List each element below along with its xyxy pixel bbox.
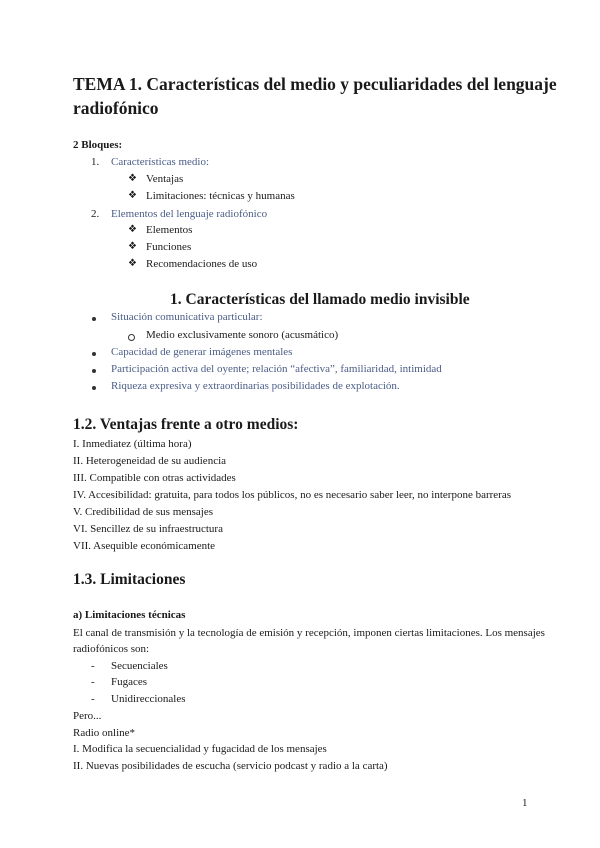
- paragraph-line: El canal de transmisión y la tecnología de emisión y recepción, imponen ciertas limitaciones. Los mensajes: [73, 627, 545, 639]
- advantage-item: VI. Sencillez de su infraestructura: [73, 523, 223, 535]
- section1-sub-bullet: Medio exclusivamente sonoro (acusmático): [146, 329, 339, 341]
- block-sub-item: Elementos: [146, 224, 193, 236]
- section1-bullet: Riqueza expresiva y extraordinarias posibilidades de explotación.: [111, 380, 400, 392]
- section1-bullet: Capacidad de generar imágenes mentales: [111, 346, 293, 358]
- section12-heading: 1.2. Ventajas frente a otro medios:: [73, 416, 299, 433]
- advantage-item: II. Heterogeneidad de su audiencia: [73, 455, 227, 467]
- block-sub-item: Limitaciones: técnicas y humanas: [146, 190, 295, 202]
- block-label: Elementos del lenguaje radiofónico: [111, 208, 268, 220]
- bullet-dot-icon: [92, 352, 96, 356]
- dash-bullet-icon: -: [91, 676, 95, 688]
- advantage-item: VII. Asequible económicamente: [73, 540, 216, 552]
- radio-online-text: Radio online*: [73, 727, 136, 739]
- online-item: II. Nuevas posibilidades de escucha (servicio podcast y radio a la carta): [73, 760, 388, 772]
- advantage-item: I. Inmediatez (última hora): [73, 438, 192, 450]
- message-trait: Unidireccionales: [111, 693, 186, 705]
- message-trait: Secuenciales: [111, 660, 168, 672]
- diamond-bullet-icon: ❖: [128, 173, 137, 184]
- document-title-line2: radiofónico: [73, 98, 159, 118]
- dash-bullet-icon: -: [91, 660, 95, 672]
- diamond-bullet-icon: ❖: [128, 258, 137, 269]
- diamond-bullet-icon: ❖: [128, 241, 137, 252]
- dash-bullet-icon: -: [91, 693, 95, 705]
- diamond-bullet-icon: ❖: [128, 224, 137, 235]
- block-number: 1.: [91, 156, 100, 168]
- blocks-heading: 2 Bloques:: [73, 139, 123, 151]
- circle-bullet-icon: [128, 334, 135, 341]
- section1-heading: 1. Características del llamado medio invisible: [170, 291, 470, 308]
- bullet-dot-icon: [92, 386, 96, 390]
- paragraph-line: radiofónicos son:: [73, 643, 150, 655]
- block-sub-item: Recomendaciones de uso: [146, 258, 258, 270]
- page-number: 1: [522, 797, 528, 809]
- pero-text: Pero...: [73, 710, 102, 722]
- message-trait: Fugaces: [111, 676, 148, 688]
- bullet-dot-icon: [92, 317, 96, 321]
- technical-limits-heading: a) Limitaciones técnicas: [73, 609, 186, 621]
- block-number: 2.: [91, 208, 100, 220]
- advantage-item: III. Compatible con otras actividades: [73, 472, 236, 484]
- document-title-line1: TEMA 1. Características del medio y peculiaridades del lenguaje: [73, 74, 557, 94]
- bullet-dot-icon: [92, 369, 96, 373]
- online-item: I. Modifica la secuencialidad y fugacidad de los mensajes: [73, 743, 327, 755]
- block-sub-item: Ventajas: [146, 173, 184, 185]
- block-sub-item: Funciones: [146, 241, 192, 253]
- advantage-item: V. Credibilidad de sus mensajes: [73, 506, 214, 518]
- diamond-bullet-icon: ❖: [128, 190, 137, 201]
- section1-bullet: Participación activa del oyente; relación “afectiva”, familiaridad, intimidad: [111, 363, 442, 375]
- block-label: Características medio:: [111, 156, 210, 168]
- section13-heading: 1.3. Limitaciones: [73, 571, 186, 588]
- advantage-item: IV. Accesibilidad: gratuita, para todos los públicos, no es necesario saber leer, no interpone barreras: [73, 489, 511, 501]
- section1-bullet: Situación comunicativa particular:: [111, 311, 263, 323]
